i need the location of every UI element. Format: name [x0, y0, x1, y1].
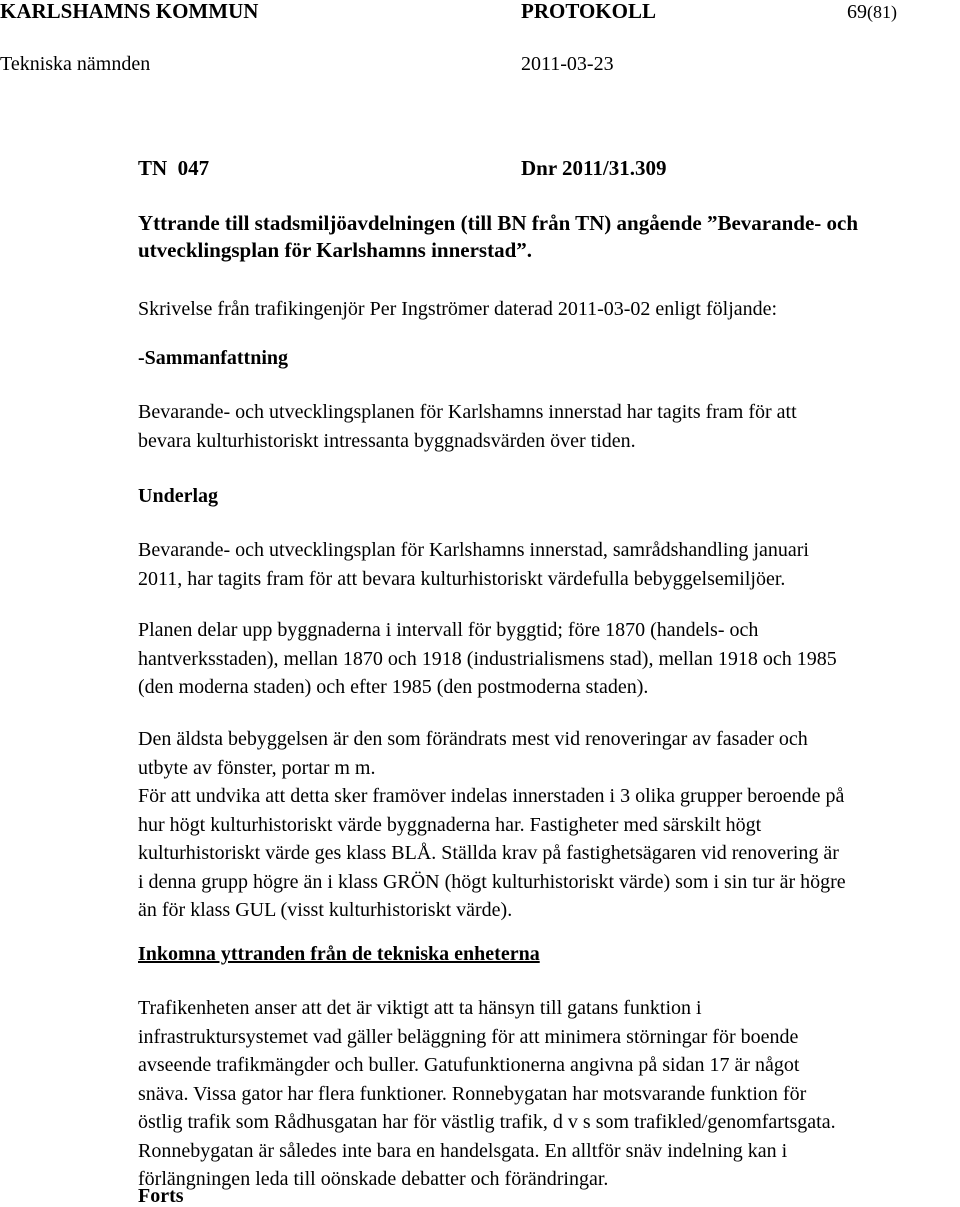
paragraph-line: (den moderna staden) och efter 1985 (den postmoderna staden).: [138, 676, 649, 698]
case-title-line: utvecklingsplan för Karlshamns innerstad”.: [138, 238, 533, 262]
summary-paragraph: [138, 398, 960, 455]
case-title-line: Yttrande till stadsmiljöavdelningen (till BN från TN) angående ”Bevarande- och: [138, 211, 859, 235]
paragraph-line: hantverksstaden), mellan 1870 och 1918 (industrialismens stad), mellan 1918 och 1985: [138, 647, 837, 670]
paragraph-line: För att undvika att detta sker framöver indelas innerstaden i 3 olika grupper beroende på: [138, 785, 845, 807]
case-number: TN 047: [138, 156, 210, 180]
paragraph-line: förlängningen leda till oönskade debatter och förändringar.: [138, 1168, 609, 1190]
paragraph-line: östlig trafik som Rådhusgatan har för västlig trafik, d v s som trafikled/genomfartsgata.: [138, 1111, 836, 1133]
page-total: (81): [867, 2, 897, 22]
paragraph-line: snäva. Vissa gator har flera funktioner. Ronnebygatan har motsvarande funktion för: [138, 1082, 807, 1105]
basis-paragraph-1: [138, 536, 960, 593]
paragraph-line: utbyte av fönster, portar m m.: [138, 756, 376, 779]
paragraph-line: kulturhistoriskt värde ges klass BLÅ. Ställda krav på fastighetsägaren vid renovering är: [138, 842, 839, 864]
paragraph-line: i denna grupp högre än i klass GRÖN (högt kulturhistoriskt värde) som i sin tur är högre: [138, 870, 846, 893]
paragraph-line: Den äldsta bebyggelsen är den som förändrats mest vid renoveringar av fasader och: [138, 728, 808, 750]
paragraph-line: bevara kulturhistoriskt intressanta byggnadsvärden över tiden.: [138, 429, 636, 452]
paragraph-line: infrastruktursystemet vad gäller beläggning för att minimera störningar för boende: [138, 1025, 799, 1048]
committee-name: Tekniska nämnden: [0, 53, 151, 75]
basis-paragraph-3: [138, 725, 960, 925]
page-current: 69: [847, 1, 867, 23]
responses-paragraph: [138, 994, 960, 1194]
case-title: [138, 210, 960, 264]
paragraph-line: Ronnebygatan är således inte bara en handelsgata. En alltför snäv indelning kan i: [138, 1139, 788, 1162]
org-name: KARLSHAMNS KOMMUN: [0, 0, 259, 23]
paragraph-line: 2011, har tagits fram för att bevara kulturhistoriskt värdefulla bebyggelsemiljöer.: [138, 567, 786, 590]
continues-label: Forts: [138, 1185, 184, 1207]
paragraph-line: än för klass GUL (visst kulturhistoriskt värde).: [138, 899, 513, 921]
summary-heading: -Sammanfattning: [138, 347, 289, 369]
paragraph-line: Planen delar upp byggnaderna i intervall för byggtid; före 1870 (handels- och: [138, 619, 759, 641]
paragraph-line: Bevarande- och utvecklingsplanen för Karlshamns innerstad har tagits fram för att: [138, 401, 797, 423]
paragraph-line: Bevarande- och utvecklingsplan för Karlshamns innerstad, samrådshandling januari: [138, 539, 809, 561]
responses-heading: Inkomna yttranden från de tekniska enheterna: [138, 943, 540, 965]
diary-number: Dnr 2011/31.309: [521, 156, 667, 180]
intro-text: Skrivelse från trafikingenjör Per Ingströmer daterad 2011-03-02 enligt följande:: [138, 298, 778, 320]
meeting-date: 2011-03-23: [521, 53, 614, 75]
document-type: PROTOKOLL: [521, 0, 656, 23]
page-number: [847, 1, 897, 24]
paragraph-line: Trafikenheten anser att det är viktigt att ta hänsyn till gatans funktion i: [138, 997, 702, 1019]
basis-paragraph-2: [138, 616, 960, 702]
paragraph-line: avseende trafikmängder och buller. Gatufunktionerna angivna på sidan 17 är något: [138, 1054, 800, 1076]
basis-heading: Underlag: [138, 485, 218, 507]
paragraph-line: hur högt kulturhistoriskt värde byggnaderna har. Fastigheter med särskilt högt: [138, 813, 762, 836]
